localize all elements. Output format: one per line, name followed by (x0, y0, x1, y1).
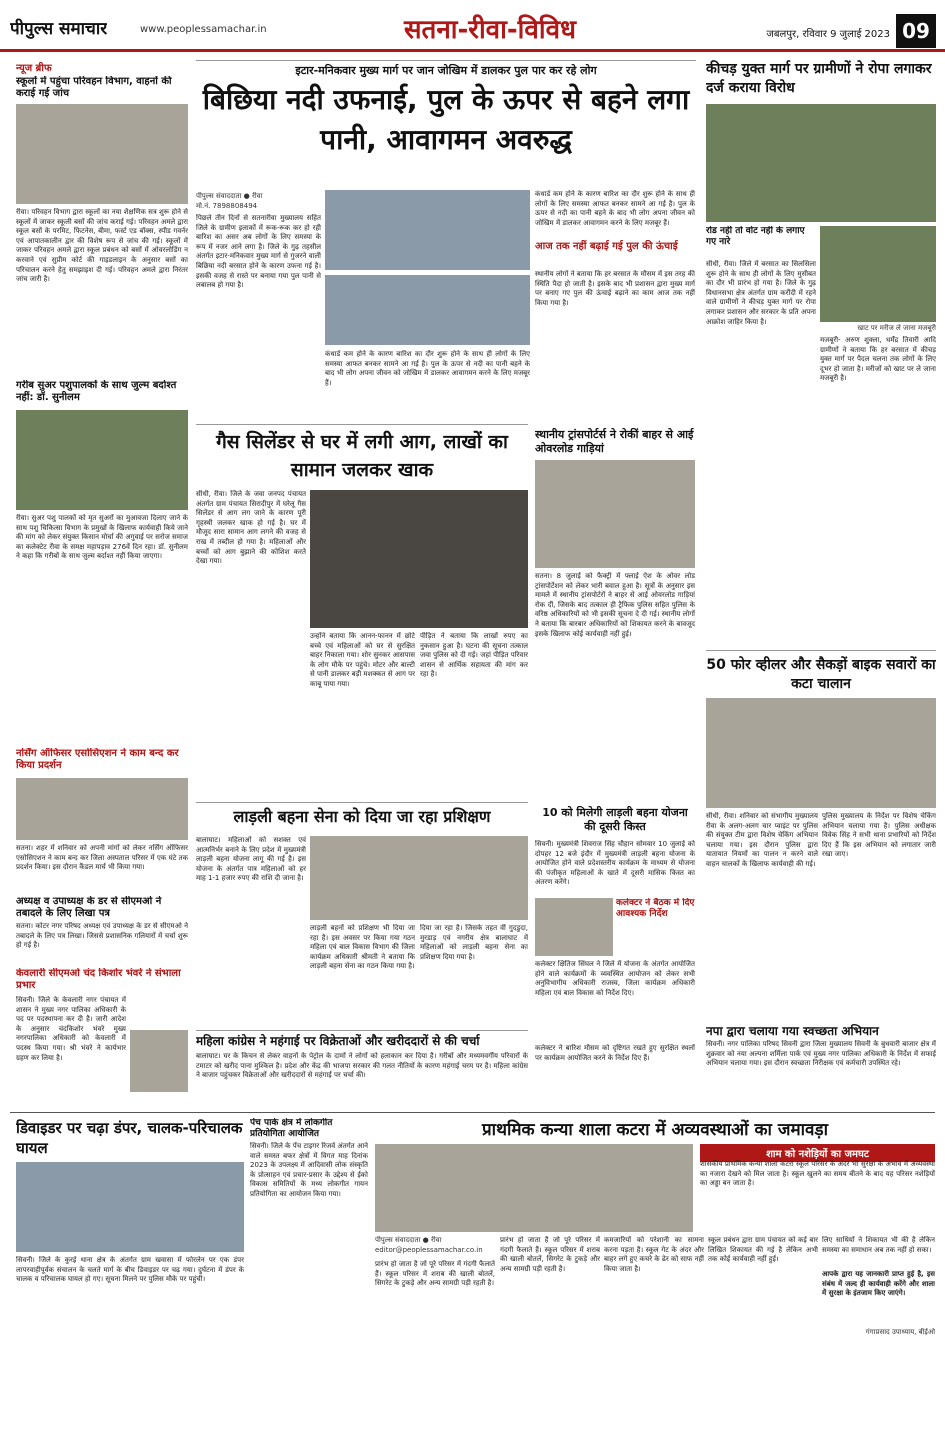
school-body-1: प्रारंभ हो जाता है जो पूरे परिसर में गंदगी फैलाते हैं। स्कूल परिसर में शराब की खाली बोतलें, सिगरेट के टुकड़े और अन्य सामग्री पड़ी रहती है। (500, 1236, 600, 1273)
school-byline: पीपुल्स संवाददाता ● रीवा (375, 1236, 442, 1244)
lead-phone: मो.नं. 7898808494 (196, 202, 258, 210)
ladli-headline: लाड़ली बहना सेना को दिया जा रहा प्रशिक्षण (233, 807, 491, 826)
panch-headline: पेंच पार्क क्षेत्र में लोकगीत प्रतियोगिता आयोजित (250, 1118, 333, 1139)
kist-headline: 10 को मिलेगी लाड़ली बहना योजना की दूसरी किस्त (542, 806, 688, 833)
mud-body-1: सीधी, रीवा। जिले में बरसात का सिलसिला शुरू होने के साथ ही लोगों के लिए मुसीबत का दौर भी प्रारंभ हो गया है। जिले के गुढ़ विधानसभा क्षेत्र अंतर्गत ग्राम करौंदी में रहने वाले ग्रामीणों ने कीचड़ युक्त मार्ग पर रोपा लगाकर प्रशासन और सरकार के प्रति अपना आक्रोश जाहिर किया है। (706, 260, 816, 326)
brief-body-4: सतना। कोटर नगर परिषद अध्यक्ष एवं उपाध्यक्ष के डर से सीएमओ ने तबादले के लिए पत्र लिखा। जिससे प्रशासनिक गलियारों में चर्चा शुरू हो गई है। (16, 922, 188, 950)
divider (196, 1030, 528, 1031)
training-photo (310, 836, 528, 920)
challan-body-1: सीधी, रीवा। शनिवार को संभागीय मुख्यालय रीवा के अलग-अलग चार प्वाइंट पर पुलिस की संयुक्त टीम द्वारा विशेष चेकिंग अभियान चलाया गया। इस दौरान पुलिस द्वारा यातायात नियमों का पालन न करने वाले वाहन चालकों के खिलाफ कार्यवाही की गई। (706, 812, 818, 868)
swachhata-headline: नपा द्वारा चलाया गया स्वच्छता अभियान (706, 1024, 879, 1038)
school-body-1b: प्रारंभ हो जाता है जो पूरे परिसर में गंदगी फैलाते हैं। स्कूल परिसर में शराब की खाली बोतलें, सिगरेट के टुकड़े और अन्य सामग्री पड़ी रहती है। (375, 1260, 495, 1288)
kist-body-3: कलेक्टर ने बारिश मौसम को दृष्टिगत रखते हुए सुरक्षित स्थलों पर कार्यक्रम आयोजित करने के निर्देश दिए हैं। (535, 1044, 695, 1062)
ladli-body-1: बालाघाट। महिलाओं को सशक्त एवं आत्मनिर्भर बनाने के लिए प्रदेश में मुख्यमंत्री लाड़ली बहना योजना लागू की गई है। इस योजना के अंतर्गत पात्र महिलाओं को हर माह 1-1 हजार रुपए की राशि दी जाना है। (196, 836, 306, 883)
school-intro: शासकीय प्राथमिक कन्या शाला कटरा स्कूल परिसर के अंदर भी सुरक्षा के अभाव में अव्यवस्था का नजारा देखने को मिल जाता है। स्कूल खुलने का समय बीतने के बाद यह परिसर नशेड़ियों का अड्डा बन जाता है। (700, 1160, 935, 1188)
trucks-photo (535, 460, 695, 568)
school-body-3: स्कूल प्रबंधन द्वारा ग्राम पंचायत को कई बार लिखित शिकायत की गई है लेकिन अभी तक कोई कार्यवाही नहीं हुई। (708, 1236, 818, 1264)
divider (196, 802, 528, 803)
lead-body-3: स्थानीय लोगों ने बताया कि हर बरसात के मौसम में इस तरह की स्थिति पैदा हो जाती है। इसके बाद भी प्रशासन द्वारा मुख्य मार्ग पर बनाए गए पुल की ऊंचाई बढ़ाने का काम आज तक नहीं किया गया है। (535, 270, 695, 307)
brief-headline-4: अध्यक्ष व उपाध्यक्ष के डर से सीएमओ ने तबादले के लिए लिखा पत्र (16, 896, 162, 919)
lead-subheading: आज तक नहीं बढ़ाई गई पुल की ऊंचाई (535, 241, 678, 252)
burnt-house-photo (310, 490, 528, 628)
collector-meeting-photo (535, 898, 613, 956)
website-url[interactable]: www.peoplessamachar.in (140, 24, 267, 35)
dumper-body: सिवनी। जिले के कुरई थाना क्षेत्र के अंतर्गत ग्राम खवासा में फोरलेन पर एक डंपर लापरवाहीपूर्वक संचालन के चलते मार्ग के बीच डिवाइडर पर चढ़ गया। दुर्घटना में डंपर के चालक व परिचालक घायल हो गए। सूचना मिलने पर पुलिस मौके पर पहुंची। (16, 1256, 244, 1284)
lead-headline: बिछिया नदी उफनाई, पुल के ऊपर से बहने लगा पानी, आवागमन अवरुद्ध (202, 83, 690, 156)
challan-body-2: पुलिस मुख्यालय के निर्देश पर विशेष चेकिंग अभियान चलाया गया है। पुलिस अधीक्षक विवेक सिंह ने सभी थाना प्रभारियों को निर्देश दिए हैं कि इस अभियान को लगातार जारी रखा जाए। (822, 812, 936, 859)
school-quote: आपके द्वारा यह जानकारी प्राप्त हुई है, इस संबंध में जल्द ही कार्यवाही करेंगे और शाला में सुरक्षा के इंतजाम किए जाएंगे। (822, 1270, 935, 1298)
school-quote-author: गंगाप्रसाद उपाध्याय, बीईओ (865, 1328, 935, 1336)
newspaper-logo: पीपुल्स समाचार (10, 19, 108, 39)
protest-photo (16, 410, 188, 510)
school-headline: प्राथमिक कन्या शाला कटरा में अव्यवस्थाओं का जमावड़ा (482, 1120, 828, 1140)
brief-body-2: रीवा। सुअर पशु पालकों को मृत सुअरों का मुआवजा दिलाए जाने के साथ पशु चिकित्सा विभाग के प्रमुखों के खिलाफ कार्यवाही किये जाने की मांग को लेकर संयुक्त किसान मोर्चा की अगुवाई पर सरोज समाज का कलेक्टेट रीवा के समक्ष महापड़ाव 276वें दिन रहा। डॉ. सुनीलम ने कहा कि गरीबों के साथ जुल्म बर्दाश्त नहीं किया जाएगा। (16, 514, 188, 561)
transport-headline: स्थानीय ट्रांसपोर्टर्स ने रोकीं बाहर से आई ओवरलोड गाड़ियां (535, 428, 694, 455)
school-body-4: लिए साथियों ने शिकायत भी की है लेकिन समस्या का समाधान अब तक नहीं हो सका। (822, 1236, 935, 1254)
dateline: जबलपुर, रविवार 9 जुलाई 2023 (766, 29, 890, 40)
congress-body: बालाघाट। घर के किचन से लेकर वाहनों के पेट्रोल के दामों ने लोगों को हलाकान कर दिया है। गरीबों और मध्यमवर्गीय परिवारों के टमाटर को खरीद पाना मुश्किल है। प्रदेश और केंद्र की भाजपा सरकार की गलत नीतियों के कारण महंगाई चरम पर है। महिला कांग्रेस ने बाजार पहुंचकर विक्रेताओं और खरीददारों से महंगाई पर चर्चा की। (196, 1052, 528, 1080)
page-number: 09 (896, 14, 936, 48)
brief-headline-2: गरीब सुअर पशुपालकों के साथ जुल्म बर्दाश्त नहीं: डॉ. सुनीलम (16, 380, 177, 403)
brief-headline-5: केवलारी सीएमओ चंद किशोर भंवरे ने संभाला प्रभार (16, 968, 181, 991)
brief-tag: न्यूज ब्रीफ (16, 63, 52, 74)
cot-patient-photo (820, 226, 936, 322)
flood-bridge-photo (325, 190, 530, 270)
school-bus-photo (16, 104, 188, 204)
lead-body-2b: कंधार्ड कम होने के कारण बारिश का दौर शुरू होने के साथ ही लोगों के लिए समस्या आफत बनकर सामने आ गई है। पुल के ऊपर से नदी का पानी बहने के बाद भी लोग अपना जीवन को जोखिम में डालकर आवागमन करने के लिए मजबूर हैं। (535, 190, 695, 227)
people-crossing-photo (325, 275, 530, 345)
gas-body-3: पीड़ित ने बताया कि लाखों रुपए का नुकसान हुआ है। घटना की सूचना तत्काल जवा पुलिस को दी गई। जहां पीड़ित परिवार शासन से आर्थिक सहायता की मांग कर रहा है। (420, 632, 528, 679)
school-email[interactable]: editor@peoplessamachar.co.in (375, 1246, 483, 1254)
divider (10, 1112, 935, 1113)
lead-body-1: पिछले तीन दिनों से सतनारीवा मुख्यालय सहित जिले के ग्रामीण इलाकों में रूक-रूक कर हो रही बारिश का असर अब लोगों के लिए समस्या के रूप में नजर आने लगा है। जिले के गुढ़ तहसील अंतर्गत इटार-मनिकवार मुख्य मार्ग से गुजरने वाली बिछिया नदी बरसात होने के कारण उफना गई है। इसकी वजह से रास्ते पर बनाया गया पुल पानी से लबालब हो गया है। (196, 214, 321, 290)
cmo-portrait-photo (130, 1030, 188, 1092)
mud-caption-1: रोड नहीं तो वोट नहीं के लगाए गए नारे (706, 226, 805, 247)
ladli-body-3: दिया जा रहा है। जिसके तहत वीं गुदडुदा, मुरडाड़ एवं नगरीय क्षेत्र बालाघाट में महिलाओं को लाड़ली बहना सेना का प्रशिक्षण दिया गया है। (420, 924, 528, 961)
brief-body-3: सतना। शहर में शनिवार को अपनी मांगों को लेकर नर्सिंग ऑफिसर एसोसिएशन ने काम बन्द कर जिला अस्पताल परिसर में एक घंटे तक प्रदर्शन किया। इस दौरान कैंडल मार्च भी किया गया। (16, 844, 188, 872)
school-body-2: कमजारियों को परेशानी का सामना करना पड़ता है। स्कूल गेट के अंदर और बाहर लगे हुए कचरे के ढेर को साफ नहीं किया जाता है। (604, 1236, 704, 1273)
kist-body-1: सिवनी। मुख्यमंत्री शिवराज सिंह चौहान सोमवार 10 जुलाई को दोपहर 12 बजे इंदौर में मुख्यमंत्री लाड़ली बहना योजना के आयोजित होने वाले प्रदेशस्तरीय कार्यक्रम के माध्यम से योजना की पंजीकृत महिलाओं के खाते में दूसरी मासिक किस्त का अंतरण करेंगे। (535, 840, 695, 887)
school-subheading: शाम को नशेड़ियों का जमघट (700, 1144, 935, 1162)
dumper-headline: डिवाइडर पर चढ़ा डंपर, चालक-परिचालक घायल (16, 1119, 243, 1157)
nurses-photo (16, 778, 188, 840)
mud-headline: कीचड़ युक्त मार्ग पर ग्रामीणों ने रोपा लगाकर दर्ज कराया विरोध (706, 61, 932, 96)
mud-caption-2: खाट पर मरीज ले जाना मजबूरी (857, 324, 936, 332)
brief-body-5: सिवनी। जिले के केवलारी नगर पंचायत में शासन ने मुख्य नगर पालिका अधिकारी के पद पर पदस्थापना कर दी है। जारी आदेश के अनुसार चंदकिशोर भंवरे मुख्य नगरपालिका अधिकारी को केवलारी में पदस्थ किया गया। श्री भंवरे ने कार्यभार ग्रहण कर लिया है। (16, 996, 126, 1062)
villagers-protest-photo (706, 104, 936, 222)
ladli-body-2: लाड़ली बहनों को प्रशिक्षण भी दिया जा रहा है। इस अवसर पर किया गया गठन महिला एवं बाल विकास विभाग की जिला कार्यक्रम अधिकारी श्रीमती ने बताया कि लाड़ली बहना सेना का गठन किया गया है। (310, 924, 415, 971)
panch-body: सिवनी। जिले के पेंच टाइगर रिजर्व अंतर्गत आने वाले समस्त बफर क्षेत्रों में विगत माह दिनांक 2023 के उपलक्ष्य में आदिवासी लोक संस्कृति के प्रोत्साहन एवं प्रचार-प्रसार के उद्देश्य से ईको विकास समितियों के मध्य लोकगीत गायन प्रतियोगिता का आयोजन किया गया। (250, 1142, 368, 1198)
dumper-accident-photo (16, 1162, 244, 1252)
divider (706, 650, 936, 651)
brief-headline-1: स्कूलों में पहुंचा परिवहन विभाग, वाहनों की कराई गई जांच (16, 76, 172, 99)
lead-byline: पीपुल्स संवाददाता ● रीवा (196, 192, 263, 200)
section-title: सतना-रीवा-विविध (403, 15, 577, 45)
transport-body: सतना। 8 जुलाई को फैक्ट्री में फ्लाई ऐश के ओवर लोड ट्रांसपोर्टेशन को लेकर भारी बवाल हुआ है। सूत्रों के अनुसार इस मामले में स्थानीय ट्रांसपोर्टरों ने बाहर से आई ओवरलोड गाड़ियां रोक दीं, जिसके बाद तत्काल ही ट्रैफिक पुलिस सहित पुलिस के वरिष्ठ अधिकारियों को भी इसकी सूचना दे दी गई। स्थानीय लोगों ने बताया कि बारबार अधिकारियों को शिकायत करने के बावजूद इसके खिलाफ कोई कार्यवाही नहीं हुई। (535, 572, 695, 638)
swachhata-body: सिवनी। नगर पालिका परिषद सिवनी द्वारा जिला मुख्यालय सिवनी के बुधवारी बाजार क्षेत्र में शुक्रवार को नया अल्पना शर्मिला पार्क एवं मुख्य नगर पालिका अधिकारी के निर्देश में सफाई अभियान चलाया गया। इस दौरान स्वच्छता निरीक्षक एवं कर्मचारी उपस्थित रहे। (706, 1040, 936, 1068)
gas-headline: गैस सिलेंडर से घर में लगी आग, लाखों का सामान जलकर खाक (216, 431, 508, 481)
brief-body-1: रीवा। परिवहन विभाग द्वारा स्कूलों का नया शैक्षणिक सत्र शुरू होने से स्कूलों में जाकर स्कूली बसों की जांच कराई गई। परिवहन अमले द्वारा स्कूल बसों के परमिट, फिटनेस, बीमा, फर्स्ट एड बॉक्स, स्पीड गवर्नर एवं आपातकालीन द्वार की विशेष रूप से जांच की गई। स्कूलों में जाकर परिवहन अमले द्वारा स्कूल प्रबंधन को बसों में ओवरलोडिंग न करवाने एवं सुप्रीम कोर्ट की गाइडलाइन के अनुसार बसों का परिचालन करने हेतु समझाइश दी गई। परिवहन अमले द्वारा निरंतर जांच जारी है। (16, 208, 188, 284)
school-campus-photo (375, 1144, 693, 1232)
mud-body-3: मजबूरी- अरुण शुक्ला, धर्मेंद्र तिवारी आदि ग्रामीणों ने बताया कि हर बरसात में कीचड़ युक्त मार्ग पर पैदल चलना तक लोगों के लिए दूभर हो जाता है। मरीजों को खाट पर ले जाना मजबूरी है। (820, 336, 936, 383)
traffic-checking-photo (706, 698, 936, 808)
divider (196, 424, 528, 425)
kist-body-2: कलेक्टर क्षितिज सिंघल ने जिले में योजना के अंतर्गत आयोजित होने वाले कार्यक्रमों के व्यवस्थित आयोजन को लेकर सभी अनुविभागीय अधिकारी राजस्व, जिला कार्यक्रम अधिकारी महिला एवं बाल विकास को निर्देश दिए। (535, 960, 695, 997)
brief-headline-3: नर्सिंग ऑफिसर एसोसिएशन ने काम बन्द कर किया प्रदर्शन (16, 748, 179, 771)
lead-kicker: इटार-मनिकवार मुख्य मार्ग पर जान जोखिम में डालकर पुल पार कर रहे लोग (295, 64, 597, 77)
divider (196, 60, 696, 61)
congress-headline: महिला कांग्रेस ने महंगाई पर विक्रेताओं और खरीददारों से की चर्चा (196, 1034, 480, 1048)
gas-body-1: सीधी, रीवा। जिले के जवा जनपद पंचायत अंतर्गत ग्राम पंचायत सिरादीपुर में घरेलू गैस सिलेंडर से आग लग जाने के कारण पूरी गृहस्थी जलकर खाक हो गई है। घर में मौजूद सारा सामान आग लगने की वजह से राख में तब्दील हो गया है। महिलाओं और बच्चों को आग बुझाने की कोशिश करते देखा गया। (196, 490, 306, 566)
lead-body-2: कंधार्ड कम होने के कारण बारिश का दौर शुरू होने के साथ ही लोगों के लिए समस्या आफत बनकर सामने आ गई है। पुल के ऊपर से नदी का पानी बहने के बाद भी लोग अपना जीवन को जोखिम में डालकर आवागमन करने के लिए मजबूर हैं। (325, 350, 530, 387)
kist-subheading: कलेक्टर ने बैठक में दिए आवश्यक निर्देश (616, 898, 695, 919)
gas-body-2: उन्होंने बताया कि आनन-फानन में छोटे बच्चे एवं महिलाओं को घर से सुरक्षित बाहर निकाला गया। शोर सुनकर आसपास के लोग मौके पर पहुंचे। मोटर और बाल्टी से पानी डालकर बड़ी मशक्कत से आग पर काबू पाया गया। (310, 632, 415, 688)
challan-headline: 50 फोर व्हीलर और सैकड़ों बाइक सवारों का कटा चालान (706, 657, 936, 692)
